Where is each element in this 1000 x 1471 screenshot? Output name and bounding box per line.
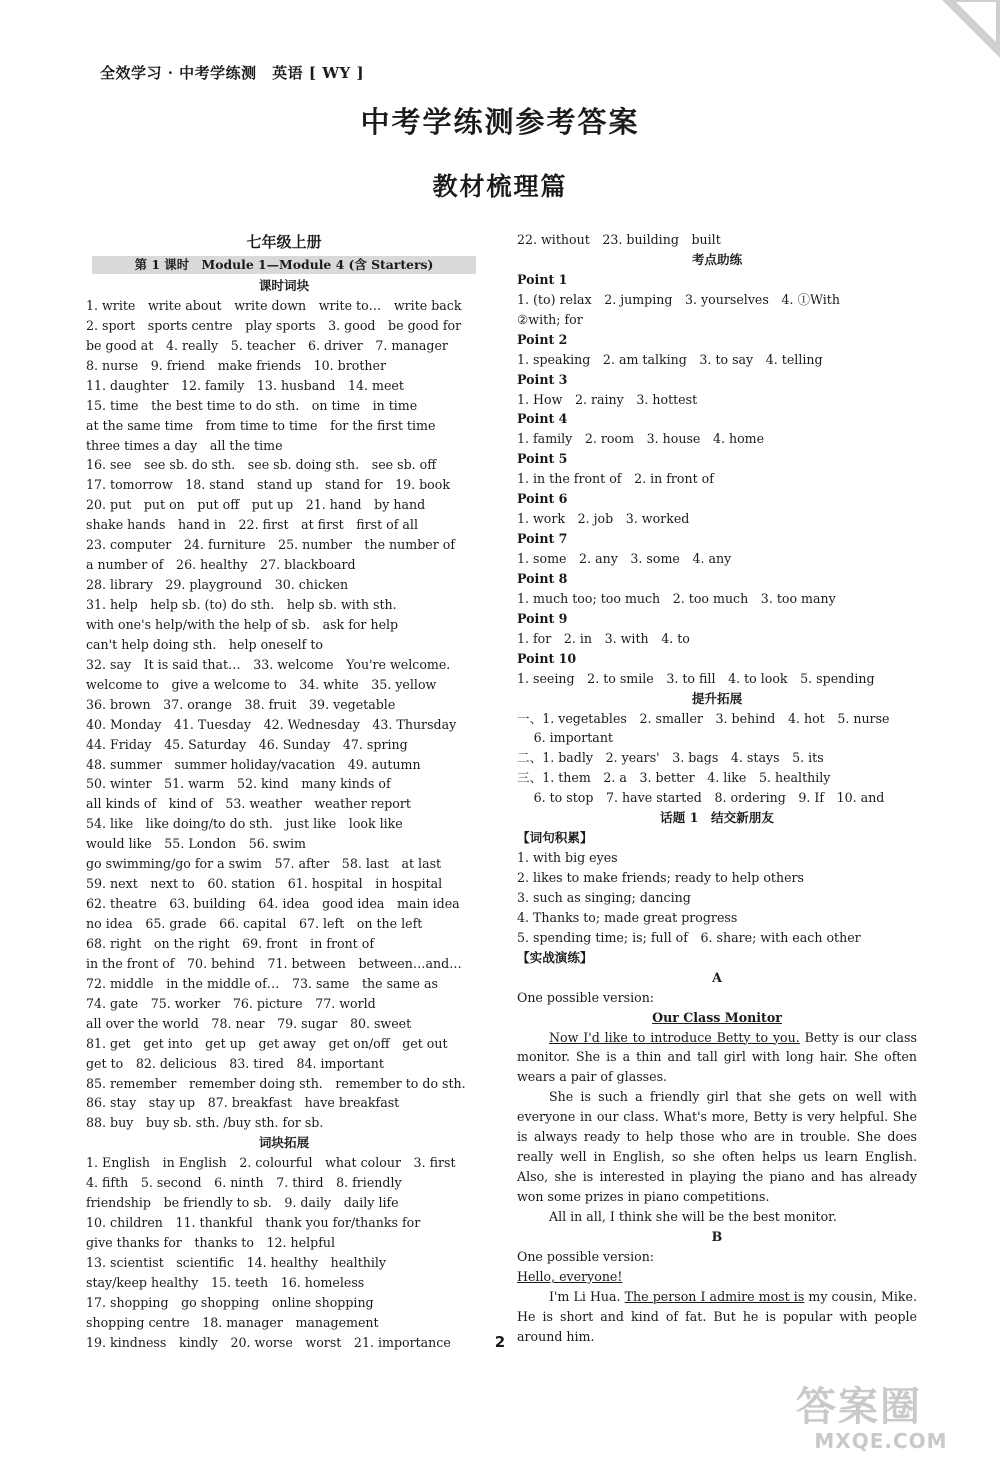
lesson-banner: 第 1 课时 Module 1—Module 4 (含 Starters): [92, 256, 476, 274]
answer-line: 6. important: [517, 730, 613, 746]
answer-line: 1. (to) relax 2. jumping 3. yourselves 4. ①With: [517, 291, 840, 307]
answer-line: with one's help/with the help of sb. ask for help: [86, 616, 399, 632]
answer-line: 23. computer 24. furniture 25. number the number of: [86, 537, 456, 553]
answer-line: 19. kindness kindly 20. worse worst 21. importance: [86, 1334, 451, 1350]
answer-line: 1. much too; too much 2. too much 3. too many: [517, 590, 836, 606]
answer-line: 16. see see sb. do sth. see sb. doing sth. see sb. off: [86, 457, 437, 473]
answer-line: 20. put put on put off put up 21. hand by hand: [86, 497, 426, 513]
answer-line: 44. Friday 45. Saturday 46. Sunday 47. spring: [86, 736, 408, 752]
running-header: 全效学习 · 中考学练测 英语 [ WY ]: [100, 64, 365, 82]
answer-line: 13. scientist scientific 14. healthy healthily: [86, 1254, 387, 1270]
answer-line: no idea 65. grade 66. capital 67. left on the left: [86, 916, 423, 931]
answer-line: 1. write write about write down write to… write back: [86, 297, 462, 313]
answer-line: give thanks for thanks to 12. helpful: [86, 1235, 336, 1250]
improve-list: [517, 709, 917, 809]
answer-line: a number of 26. healthy 27. blackboard: [86, 557, 356, 573]
answer-line: 三、1. them 2. a 3. better 4. like 5. healthily: [517, 770, 831, 786]
answer-line: 48. summer summer holiday/vacation 49. autumn: [86, 756, 421, 772]
point-label: Point 6: [517, 491, 568, 507]
vocab-list: [86, 296, 482, 1133]
answer-line: all over the world 78. near 79. sugar 80. sweet: [86, 1015, 412, 1031]
point-label: Point 1: [517, 271, 568, 287]
answer-line: shake hands hand in 22. first at first first of all: [86, 517, 418, 533]
answer-line: 86. stay stay up 87. breakfast have breakfast: [86, 1095, 400, 1111]
answer-line: 10. children 11. thankful thank you for/thanks for: [86, 1215, 421, 1231]
answer-line: 4. Thanks to; made great progress: [517, 909, 738, 925]
section-heading-points: 考点助练: [691, 251, 743, 267]
answer-line: friendship be friendly to sb. 9. daily daily life: [86, 1195, 399, 1211]
point-label: Point 3: [517, 371, 568, 387]
page-number: 2: [494, 1333, 506, 1351]
answer-line: go swimming/go for a swim 57. after 58. last at last: [86, 856, 442, 872]
accumulation-list: [517, 848, 917, 948]
answer-line: 4. fifth 5. second 6. ninth 7. third 8. friendly: [86, 1175, 402, 1191]
answer-line: 15. time the best time to do sth. on time in time: [86, 397, 418, 413]
answer-line: 81. get get into get up get away get on/off get out: [86, 1035, 448, 1051]
answer-line: 1. with big eyes: [517, 850, 618, 866]
answer-line: 40. Monday 41. Tuesday 42. Wednesday 43. Thursday: [86, 716, 457, 732]
answer-line: 1. speaking 2. am talking 3. to say 4. telling: [517, 351, 823, 367]
section-heading-vocab: 课时词块: [258, 278, 310, 293]
watermark-logo: [796, 1385, 966, 1457]
essay-paragraph-2: She is such a friendly girl that she gets on well with everyone in our class. What's more, Betty is very helpful. She is always ready to help those who are in trouble. She does really well in English, so she often helps us learn English. Also, she is interested in playing the piano and has already won some prizes in piano competitions.: [517, 1089, 917, 1205]
extension-list: [86, 1153, 482, 1352]
answer-line: 1. work 2. job 3. worked: [517, 511, 690, 527]
section-heading-extension: 词块拓展: [258, 1135, 310, 1151]
answer-line: 1. English in English 2. colourful what colour 3. first: [86, 1155, 456, 1171]
answer-line: can't help doing sth. help oneself to: [86, 636, 323, 652]
greeting: Hello, everyone!: [517, 1268, 623, 1284]
underlined-sentence: Now I'd like to introduce Betty to you.: [549, 1029, 800, 1045]
point-label: Point 7: [517, 531, 568, 547]
answer-line: 88. buy buy sb. sth. /buy sth. for sb.: [86, 1115, 324, 1131]
point-label: Point 10: [517, 650, 577, 666]
page-title: 中考学练测参考答案: [360, 105, 640, 139]
paragraph-text: my cousin, Mike. He is short and kind of fat. But he is popular with people around him.: [517, 1288, 917, 1344]
answer-line: 17. tomorrow 18. stand stand up stand for 19. book: [86, 477, 450, 493]
essay-label-a: A: [712, 969, 722, 985]
answer-line: be good at 4. really 5. teacher 6. driver 7. manager: [86, 337, 448, 353]
answer-line: 72. middle in the middle of… 73. same the same as: [86, 975, 438, 991]
answer-line: 1. some 2. any 3. some 4. any: [517, 551, 732, 566]
answer-line: 17. shopping go shopping online shopping: [86, 1294, 374, 1310]
essay-paragraph-3: All in all, I think she will be the best monitor.: [549, 1209, 837, 1225]
page-subtitle: 教材梳理篇: [432, 172, 568, 201]
answer-line: welcome to give a welcome to 34. white 35. yellow: [86, 676, 437, 692]
paragraph-text: Betty is our class monitor. She is a thin and tall girl with long hair. She often wears a pair of glasses.: [517, 1029, 917, 1085]
point-label: Point 2: [517, 331, 568, 347]
topic-heading: 话题 1 结交新朋友: [660, 810, 774, 826]
answer-line: 2. sport sports centre play sports 3. good be good for: [86, 317, 462, 333]
bracket-heading-accumulation: 【词句积累】: [517, 830, 593, 846]
bracket-heading-practice: 【实战演练】: [517, 949, 593, 965]
right-column: [517, 230, 917, 1347]
answer-line: 二、1. badly 2. years' 3. bags 4. stays 5. its: [517, 750, 824, 766]
essay-label-b: B: [711, 1229, 723, 1245]
answer-line: 85. remember remember doing sth. remember to do sth.: [86, 1075, 466, 1091]
answer-line: 22. without 23. building built: [517, 232, 721, 247]
possible-version-a: One possible version:: [517, 989, 655, 1005]
answer-line: three times a day all the time: [86, 437, 283, 453]
essay-paragraph-1: [517, 1028, 917, 1088]
answer-line: 62. theatre 63. building 64. idea good idea main idea: [86, 896, 460, 912]
answer-line: 74. gate 75. worker 76. picture 77. world: [86, 995, 376, 1011]
answer-line: stay/keep healthy 15. teeth 16. homeless: [86, 1274, 365, 1290]
point-label: Point 8: [517, 570, 568, 586]
answer-line: 8. nurse 9. friend make friends 10. brother: [86, 357, 386, 373]
answer-line: 6. to stop 7. have started 8. ordering 9. If 10. and: [517, 790, 885, 806]
answer-line: 一、1. vegetables 2. smaller 3. behind 4. hot 5. nurse: [517, 710, 890, 726]
answer-line: 1. in the front of 2. in front of: [517, 471, 714, 487]
answer-line: 1. for 2. in 3. with 4. to: [517, 630, 690, 646]
answer-line: 32. say It is said that… 33. welcome You're welcome.: [86, 656, 451, 672]
answer-line: 31. help help sb. (to) do sth. help sb. with sth.: [86, 597, 397, 612]
underlined-sentence: The person I admire most is: [624, 1288, 805, 1304]
answer-line: at the same time from time to time for the first time: [86, 417, 436, 433]
point-label: Point 5: [517, 451, 568, 467]
answer-line: ②with; for: [517, 311, 583, 327]
answer-line: would like 55. London 56. swim: [86, 836, 306, 852]
answer-line: 3. such as singing; dancing: [517, 889, 691, 905]
answer-line: 2. likes to make friends; ready to help others: [517, 870, 805, 885]
point-label: Point 9: [517, 610, 568, 626]
point-label: Point 4: [517, 411, 568, 427]
answer-line: get to 82. delicious 83. tired 84. important: [86, 1055, 384, 1071]
section-heading-improve: 提升拓展: [691, 690, 743, 706]
answer-line: 50. winter 51. warm 52. kind many kinds of: [86, 776, 391, 792]
answer-line: 28. library 29. playground 30. chicken: [86, 577, 349, 593]
left-column: [86, 230, 482, 1353]
answer-line: 11. daughter 12. family 13. husband 14. meet: [86, 377, 404, 393]
essay-title: Our Class Monitor: [652, 1009, 782, 1025]
answer-line: all kinds of kind of 53. weather weather report: [86, 796, 411, 812]
answer-line: in the front of 70. behind 71. between between…and…: [86, 955, 462, 971]
answer-line: 1. How 2. rainy 3. hottest: [517, 391, 698, 407]
answer-line: 68. right on the right 69. front in front of: [86, 935, 374, 951]
watermark-text: 答案圈: [796, 1384, 922, 1430]
grade-heading: 七年级上册: [246, 233, 322, 251]
answer-line: 1. family 2. room 3. house 4. home: [517, 431, 765, 447]
answer-line: 36. brown 37. orange 38. fruit 39. vegetable: [86, 696, 396, 712]
answer-line: 1. seeing 2. to smile 3. to fill 4. to look 5. spending: [517, 670, 875, 686]
answer-line: shopping centre 18. manager management: [86, 1314, 379, 1330]
paragraph-text: I'm Li Hua.: [549, 1288, 625, 1304]
page-corner-fold: [942, 0, 1000, 58]
possible-version-b: One possible version:: [517, 1248, 655, 1264]
answer-line: 54. like like doing/to do sth. just like look like: [86, 816, 403, 832]
watermark-url: MXQE.COM: [814, 1429, 948, 1453]
points-list: [517, 270, 917, 689]
answer-line: 5. spending time; is; full of 6. share; with each other: [517, 929, 861, 945]
answer-line: 59. next next to 60. station 61. hospital in hospital: [86, 876, 443, 892]
